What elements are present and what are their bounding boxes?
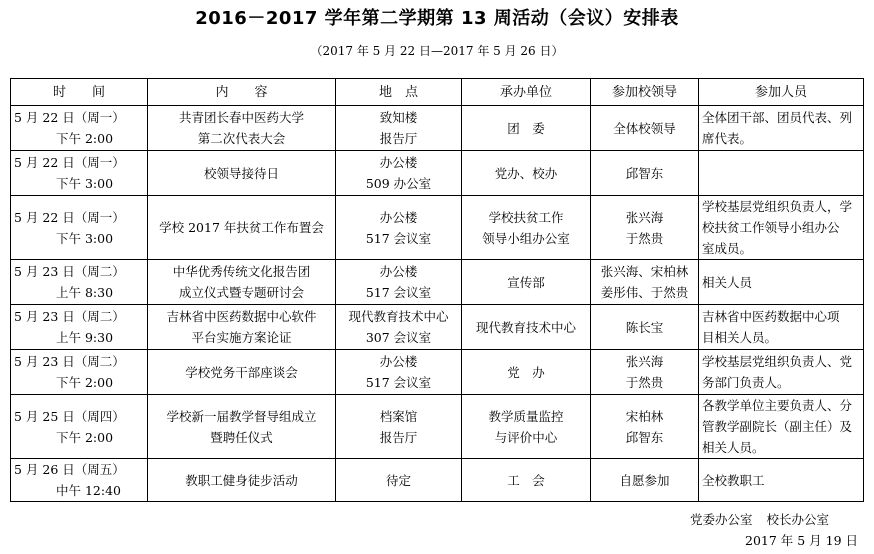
cell-participants — [699, 196, 864, 260]
cell-participants-line: 吉林省中医药数据中心项 — [702, 309, 840, 324]
cell-content-line: 平台实施方案论证 — [191, 330, 292, 345]
cell-content — [148, 459, 336, 502]
header-leaders: 参加校领导 — [591, 79, 699, 106]
cell-time-line: 上午 8:30 — [56, 285, 114, 300]
cell-participants — [699, 395, 864, 459]
cell-participants-line: 相关人员 — [702, 274, 753, 290]
cell-time-line: 下午 2:00 — [56, 429, 114, 445]
cell-location — [336, 459, 462, 502]
cell-organizer — [462, 106, 591, 151]
cell-location-line: 待定 — [385, 472, 411, 488]
cell-location — [336, 106, 462, 151]
cell-content — [148, 196, 336, 260]
cell-organizer — [462, 395, 591, 459]
cell-leaders-line: 于然贵 — [625, 230, 664, 246]
cell-leaders — [591, 459, 699, 502]
cell-leaders-line: 于然贵 — [625, 375, 664, 390]
cell-participants-line: 目相关人员。 — [702, 330, 778, 345]
cell-content — [148, 151, 336, 196]
cell-leaders-line: 姜彤伟、于然贵 — [600, 285, 689, 300]
cell-content — [148, 305, 336, 350]
cell-location-line: 现代教育技术中心 — [348, 309, 449, 324]
cell-leaders-line: 张兴海、宋柏林 — [600, 264, 689, 279]
footer-issuers — [690, 510, 829, 528]
cell-leaders-line: 邱智东 — [625, 429, 664, 445]
header-content: 内 容 — [148, 79, 336, 106]
cell-participants-line: 管教学副院长（副主任）及 — [702, 419, 853, 434]
cell-content-line: 校领导接待日 — [203, 165, 279, 181]
cell-content-line: 学校党务干部座谈会 — [185, 364, 298, 380]
cell-content-line: 暨聘任仪式 — [210, 429, 273, 445]
cell-leaders — [591, 305, 699, 350]
cell-location-line: 报告厅 — [379, 429, 418, 445]
cell-leaders-line: 张兴海 — [625, 354, 664, 369]
date-range-subtitle: （2017 年 5 月 22 日—2017 年 5 月 26 日） — [310, 44, 564, 58]
cell-participants — [699, 459, 864, 502]
cell-content-line: 成立仪式暨专题研讨会 — [178, 285, 304, 300]
cell-organizer — [462, 350, 591, 395]
cell-participants-line: 学校基层党组织负责人、党 — [702, 354, 853, 369]
cell-organizer-line: 党 办 — [507, 364, 545, 380]
cell-location — [336, 395, 462, 459]
cell-leaders-line: 邱智东 — [625, 165, 664, 181]
cell-location-line: 517 会议室 — [365, 285, 432, 300]
cell-time-line: 5 月 22 日（周一） — [14, 209, 125, 225]
cell-location-line: 517 会议室 — [365, 230, 432, 246]
cell-leaders-line: 自愿参加 — [619, 472, 670, 488]
cell-time — [11, 151, 148, 196]
cell-time-line: 中午 12:40 — [56, 483, 121, 498]
cell-location — [336, 151, 462, 196]
header-time: 时 间 — [11, 79, 148, 106]
cell-time — [11, 350, 148, 395]
cell-time-line: 5 月 22 日（周一） — [14, 110, 125, 125]
cell-leaders-line: 全体校领导 — [613, 120, 676, 136]
cell-participants-line: 室成员。 — [702, 241, 753, 256]
header-location: 地 点 — [336, 79, 462, 106]
cell-location-line: 办公楼 — [379, 264, 418, 279]
footer-office-president: 校长办公室 — [766, 512, 830, 527]
cell-participants — [699, 305, 864, 350]
table-header-row — [11, 79, 864, 106]
cell-location-line: 509 办公室 — [365, 176, 432, 191]
header-participants: 参加人员 — [699, 79, 864, 106]
cell-location — [336, 260, 462, 305]
cell-content-line: 学校新一届教学督导组成立 — [166, 408, 317, 424]
cell-time-line: 下午 2:00 — [56, 375, 114, 390]
cell-content — [148, 350, 336, 395]
cell-location — [336, 305, 462, 350]
cell-participants-line: 各教学单位主要负责人、分 — [702, 398, 853, 413]
cell-participants — [699, 106, 864, 151]
cell-leaders-line: 宋柏林 — [625, 408, 664, 424]
cell-time-line: 5 月 23 日（周二） — [14, 309, 125, 324]
table-row — [11, 196, 864, 260]
cell-participants-line: 校扶贫工作领导小组办公 — [702, 220, 840, 235]
cell-time-line: 5 月 23 日（周二） — [14, 264, 125, 279]
cell-time — [11, 459, 148, 502]
cell-organizer-line: 宣传部 — [507, 274, 545, 290]
cell-location-line: 办公楼 — [379, 155, 418, 170]
cell-organizer — [462, 151, 591, 196]
cell-leaders — [591, 196, 699, 260]
cell-leaders — [591, 106, 699, 151]
cell-time — [11, 395, 148, 459]
cell-organizer-line: 与评价中心 — [494, 429, 558, 445]
footer-date: 2017 年 5 月 19 日 — [745, 533, 859, 548]
header-organizer: 承办单位 — [462, 79, 591, 106]
table-row — [11, 395, 864, 459]
cell-content-line: 教职工健身徒步活动 — [185, 472, 298, 488]
cell-time — [11, 196, 148, 260]
cell-organizer-line: 工 会 — [507, 472, 545, 488]
cell-organizer-line: 团 委 — [507, 120, 545, 136]
table-row — [11, 305, 864, 350]
cell-leaders — [591, 260, 699, 305]
cell-participants-line: 学校基层党组织负责人，学 — [702, 199, 853, 214]
cell-organizer-line: 教学质量监控 — [488, 408, 564, 424]
cell-organizer — [462, 260, 591, 305]
schedule-table — [10, 78, 864, 502]
cell-participants-line: 务部门负责人。 — [702, 375, 790, 390]
cell-time-line: 上午 9:30 — [56, 330, 114, 345]
cell-organizer-line: 现代教育技术中心 — [475, 319, 576, 335]
cell-organizer-line: 领导小组办公室 — [482, 230, 570, 246]
cell-participants — [699, 151, 864, 196]
cell-participants — [699, 260, 864, 305]
cell-content-line: 学校 2017 年扶贫工作布置会 — [159, 220, 324, 235]
cell-leaders — [591, 395, 699, 459]
cell-content-line: 中华优秀传统文化报告团 — [172, 264, 311, 279]
cell-content — [148, 106, 336, 151]
table-row — [11, 260, 864, 305]
cell-content-line: 第二次代表大会 — [197, 131, 286, 146]
cell-organizer-line: 学校扶贫工作 — [488, 209, 564, 225]
cell-content-line: 吉林省中医药数据中心软件 — [166, 309, 317, 324]
page-title: 2016－2017 学年第二学期第 13 周活动（会议）安排表 — [195, 8, 679, 29]
cell-time-line: 5 月 26 日（周五） — [14, 462, 125, 477]
cell-participants-line: 全校教职工 — [702, 472, 765, 488]
cell-participants-line: 相关人员。 — [702, 440, 765, 455]
table-row — [11, 350, 864, 395]
cell-location — [336, 350, 462, 395]
cell-time-line: 下午 2:00 — [56, 131, 114, 146]
cell-time-line: 5 月 23 日（周二） — [14, 354, 125, 369]
cell-time-line: 下午 3:00 — [56, 230, 114, 246]
cell-location-line: 307 会议室 — [365, 330, 432, 345]
cell-time-line: 5 月 22 日（周一） — [14, 155, 125, 170]
cell-leaders-line: 陈长宝 — [625, 319, 664, 335]
cell-participants-line: 席代表。 — [702, 131, 753, 146]
cell-time — [11, 106, 148, 151]
cell-leaders-line: 张兴海 — [625, 209, 664, 225]
cell-location-line: 办公楼 — [379, 209, 418, 225]
table-row — [11, 106, 864, 151]
cell-location-line: 517 会议室 — [365, 375, 432, 390]
cell-time-line: 下午 3:00 — [56, 176, 114, 191]
cell-location-line: 报告厅 — [379, 131, 418, 146]
cell-leaders — [591, 151, 699, 196]
cell-location — [336, 196, 462, 260]
cell-organizer — [462, 305, 591, 350]
cell-location-line: 办公楼 — [379, 354, 418, 369]
cell-organizer — [462, 459, 591, 502]
cell-organizer-line: 党办、校办 — [494, 165, 558, 181]
table-row — [11, 151, 864, 196]
cell-time — [11, 260, 148, 305]
footer-office-party: 党委办公室 — [690, 512, 753, 527]
cell-time-line: 5 月 25 日（周四） — [14, 408, 125, 424]
cell-location-line: 致知楼 — [379, 110, 418, 125]
cell-participants — [699, 350, 864, 395]
cell-leaders — [591, 350, 699, 395]
cell-content — [148, 260, 336, 305]
cell-time — [11, 305, 148, 350]
cell-content — [148, 395, 336, 459]
table-row — [11, 459, 864, 502]
cell-location-line: 档案馆 — [379, 408, 418, 424]
cell-organizer — [462, 196, 591, 260]
cell-participants-line: 全体团干部、团员代表、列 — [702, 110, 853, 125]
cell-content-line: 共青团长春中医药大学 — [178, 110, 304, 125]
